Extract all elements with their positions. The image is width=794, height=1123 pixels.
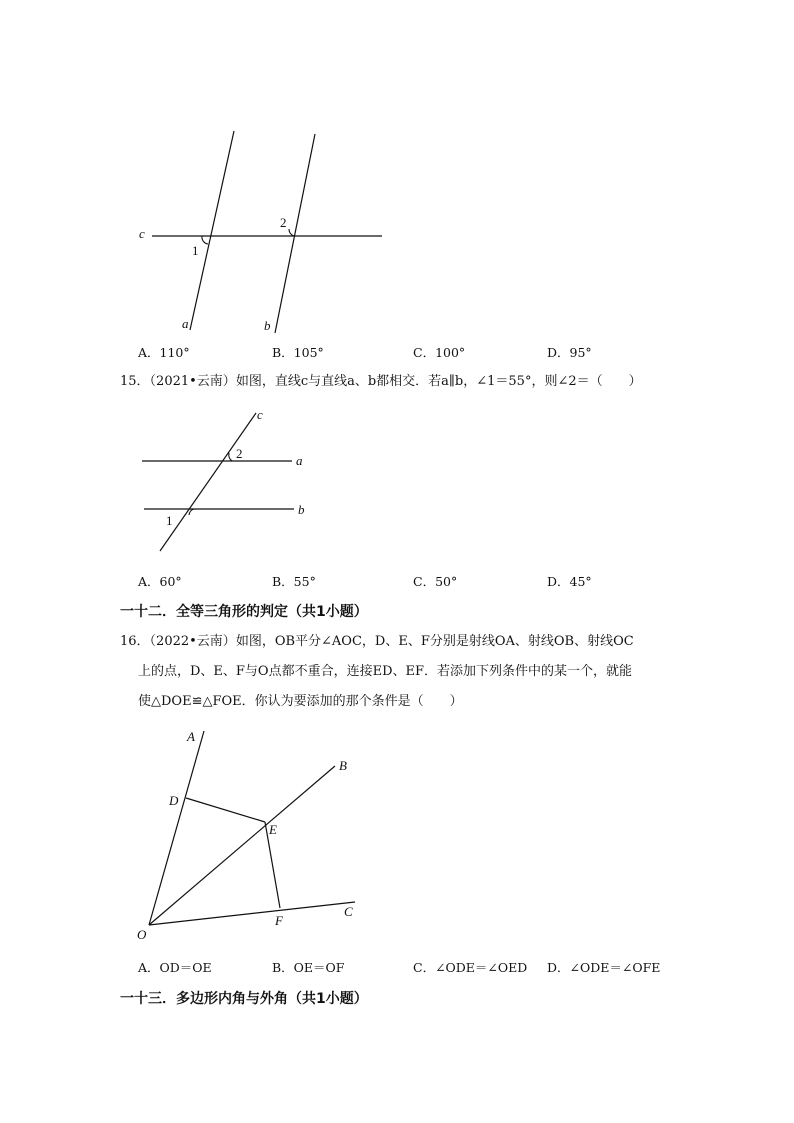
label-C: C	[344, 904, 353, 919]
line-a	[190, 131, 234, 330]
label-angle-1: 1	[166, 513, 173, 528]
option-a[interactable]: A．OD＝OE	[138, 960, 212, 975]
question-text-line-2: 上的点，D、E、F与O点都不重合，连接ED、EF．若添加下列条件中的某一个，就能	[138, 664, 633, 679]
question-number: 15．	[120, 374, 150, 389]
label-c: c	[139, 226, 145, 241]
line-b	[275, 134, 315, 333]
question-text-line-1: 如图，OB平分∠AOC，D、E、F分别是射线OA、射线OB、射线OC	[235, 634, 634, 649]
label-b: b	[298, 502, 305, 517]
question-source: （2021•云南）	[149, 374, 236, 389]
option-c[interactable]: C．100°	[413, 345, 466, 360]
option-d[interactable]: D．45°	[547, 574, 592, 589]
ray-oa	[149, 731, 204, 925]
question-number: 16．	[120, 634, 150, 649]
ray-ob	[149, 766, 335, 925]
label-a: a	[182, 316, 189, 331]
label-angle-1: 1	[192, 243, 199, 258]
label-B: B	[339, 758, 347, 773]
label-E: E	[269, 822, 277, 837]
option-c[interactable]: C．50°	[413, 574, 458, 589]
segment-de	[186, 798, 265, 822]
angle-2-arc	[229, 453, 232, 461]
option-b[interactable]: B．55°	[272, 574, 316, 589]
label-D: D	[169, 793, 179, 808]
angle-1-arc	[202, 236, 208, 244]
label-c: c	[257, 407, 263, 422]
angle-2-arc	[289, 229, 294, 236]
label-b: b	[264, 318, 271, 333]
figure-parallel-lines-2	[130, 405, 330, 555]
section-heading-12: 一十二．全等三角形的判定（共1小题）	[120, 604, 368, 620]
option-b[interactable]: B．105°	[272, 345, 324, 360]
label-O: O	[137, 927, 147, 942]
question-text-line-3: 使△DOE≌△FOE．你认为要添加的那个条件是（ ）	[138, 694, 463, 709]
option-d[interactable]: D．95°	[547, 345, 592, 360]
option-c[interactable]: C．∠ODE＝∠OED	[413, 960, 528, 975]
label-F: F	[275, 913, 283, 928]
label-angle-2: 2	[280, 215, 287, 230]
figure-parallel-lines-1	[130, 125, 400, 340]
section-heading-13: 一十三．多边形内角与外角（共1小题）	[120, 991, 368, 1007]
ray-oc	[149, 902, 355, 925]
option-d[interactable]: D．∠ODE＝∠OFE	[547, 960, 661, 975]
label-A: A	[187, 729, 195, 744]
angle-1-arc	[189, 509, 194, 515]
option-a[interactable]: A．60°	[138, 574, 182, 589]
question-source: （2022•云南）	[149, 634, 236, 649]
figure-angle-bisector	[130, 725, 370, 945]
label-angle-2: 2	[236, 446, 243, 461]
question-text: 如图，直线c与直线a、b都相交．若a∥b，∠1＝55°，则∠2＝（ ）	[235, 374, 642, 389]
option-b[interactable]: B．OE＝OF	[272, 960, 345, 975]
line-c	[160, 413, 256, 551]
question-15	[120, 367, 680, 397]
option-a[interactable]: A．110°	[138, 345, 190, 360]
label-a: a	[296, 453, 303, 468]
question-16	[120, 627, 680, 717]
